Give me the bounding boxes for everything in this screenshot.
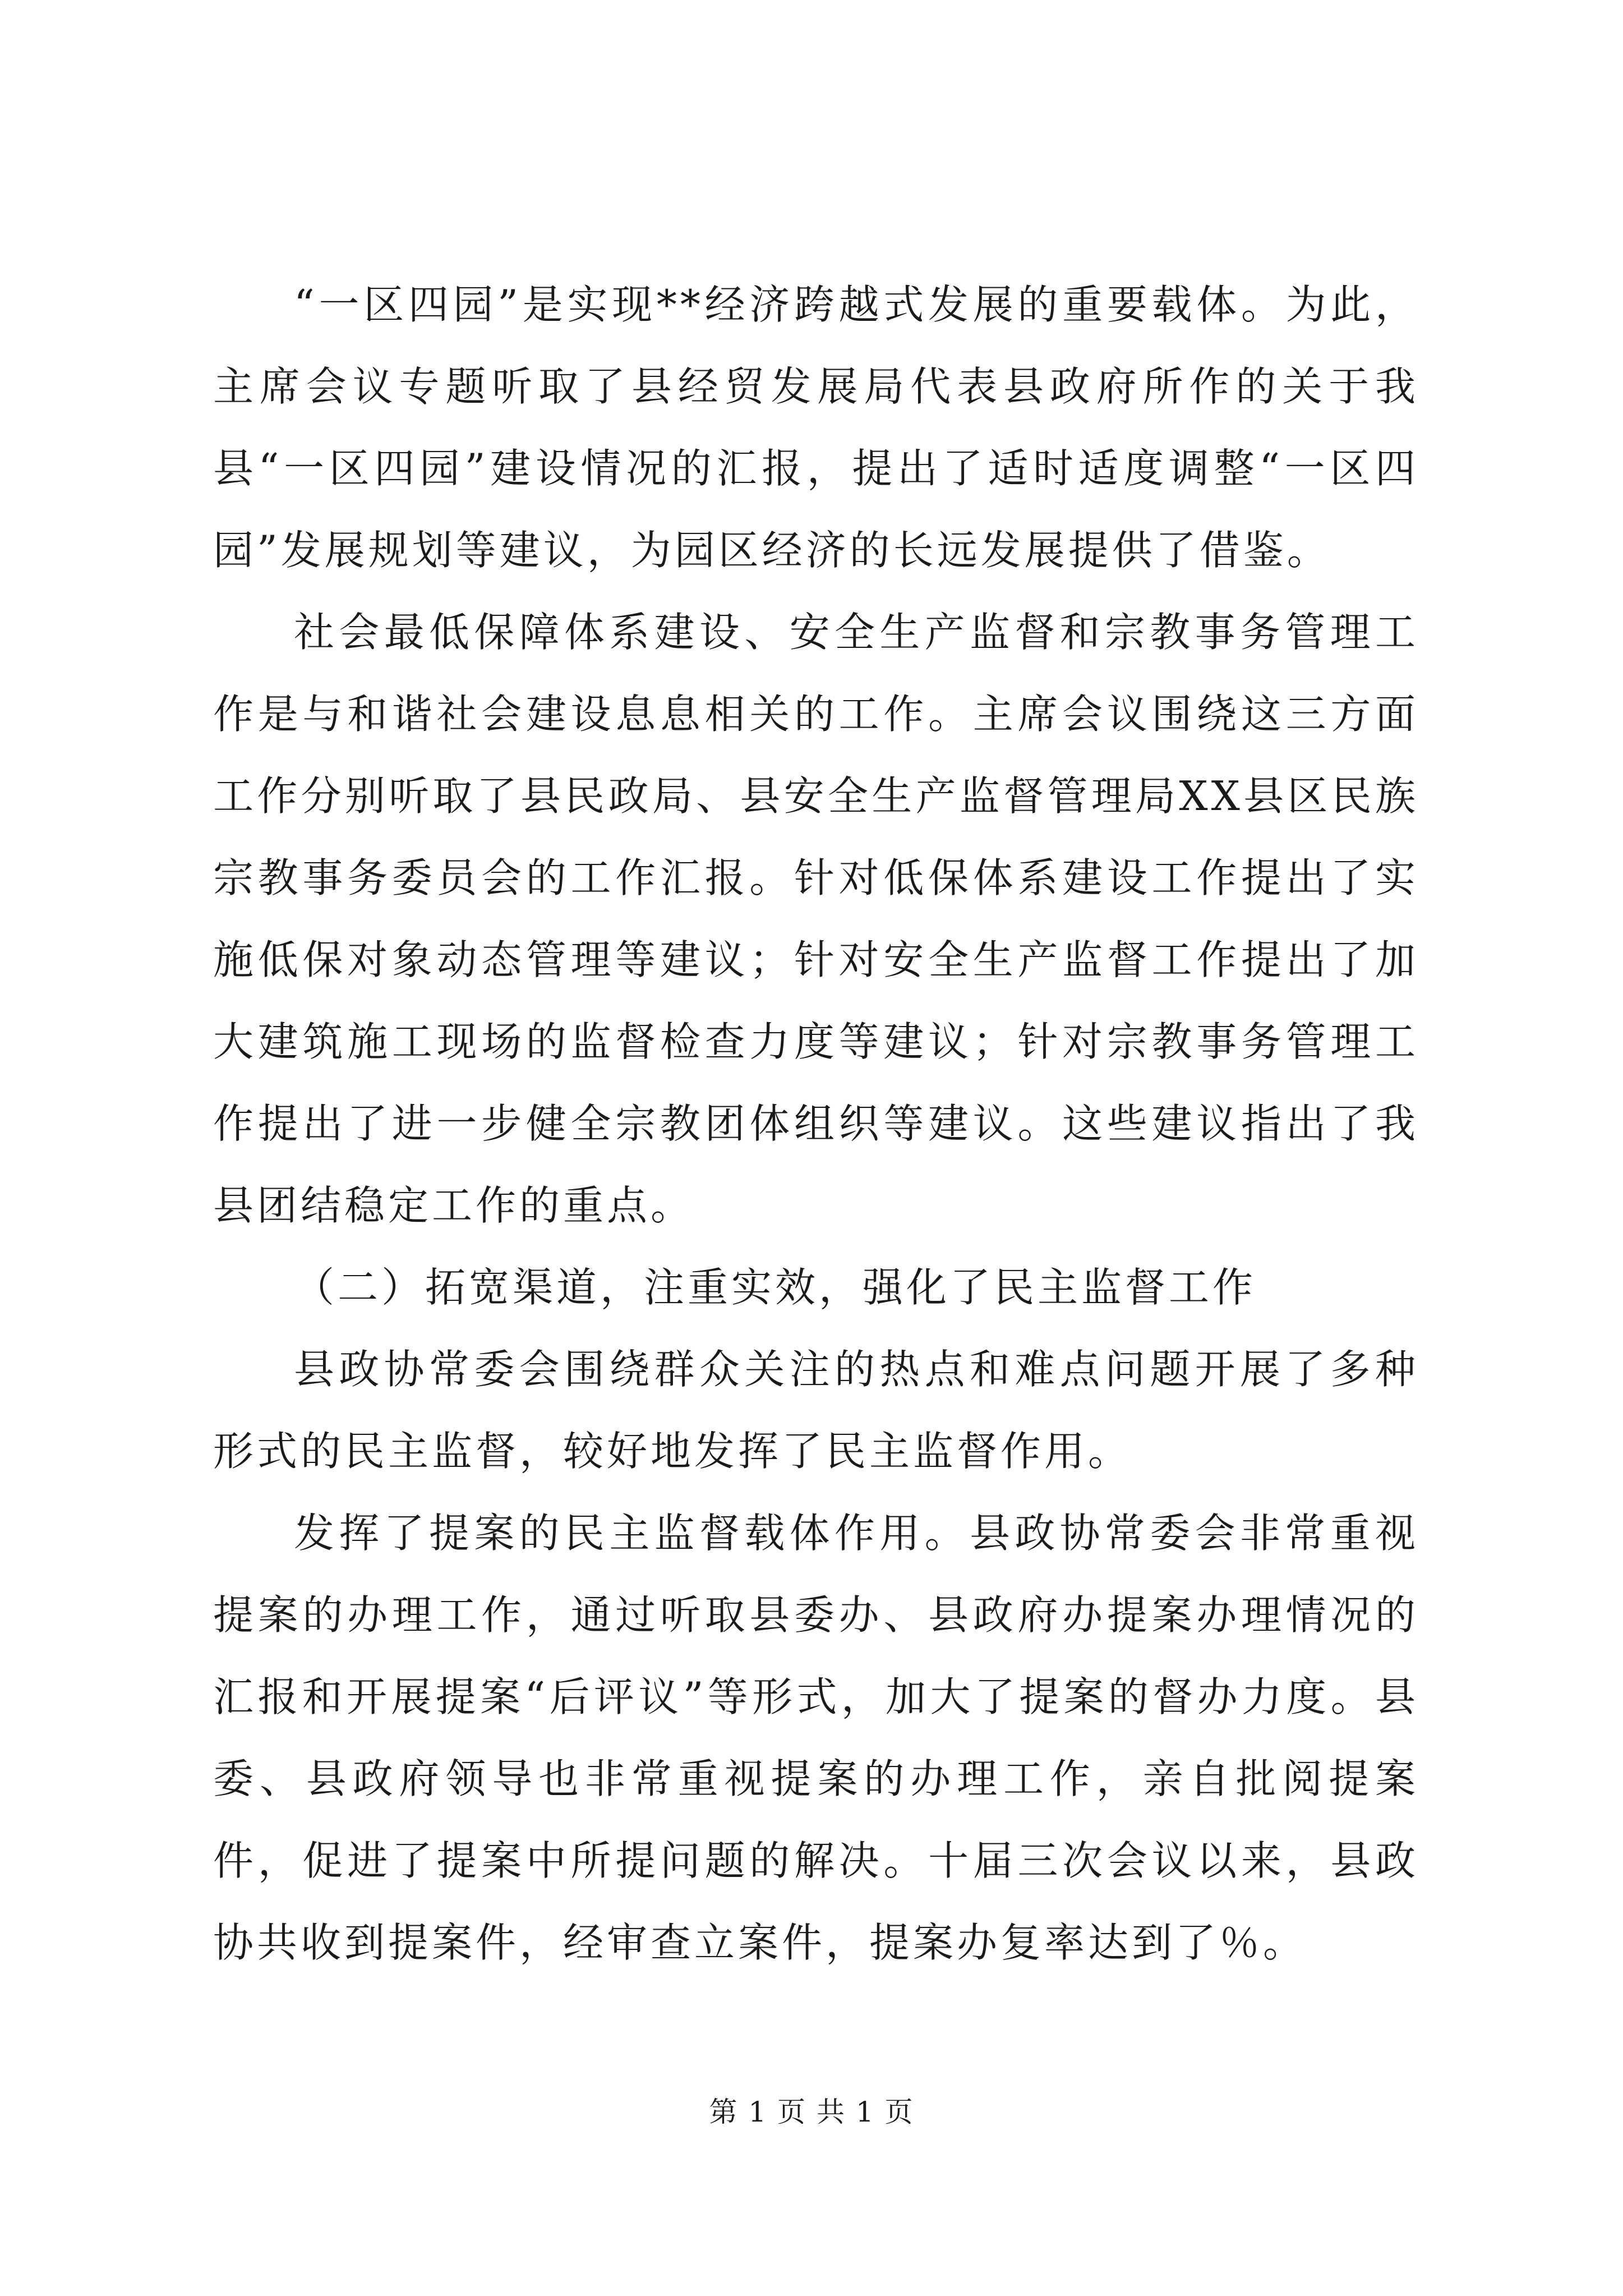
paragraph-supervision-intro: 县政协常委会围绕群众关注的热点和难点问题开展了多种形式的民主监督，较好地发挥了民主监督作用。 xyxy=(213,1346,1419,1475)
page-number-footer: 第 1 页 共 1 页 xyxy=(709,2096,914,2128)
paragraph-industrial-parks: “一区四园”是实现**经济跨越式发展的重要载体。为此，主席会议专题听取了县经贸发展局代表县政府所作的关于我县“一区四园”建设情况的汇报，提出了适时适度调整“一区四园”发展规划等建议，为园区经济的长远发展提供了借鉴。 xyxy=(213,281,1419,574)
document-body xyxy=(213,264,1419,1984)
paragraph-social-security: 社会最低保障体系建设、安全生产监督和宗教事务管理工作是与和谐社会建设息息相关的工作。主席会议围绕这三方面工作分别听取了县民政局、县安全生产监督管理局XX县区民族宗教事务委员会的工作汇报。针对低保体系建设工作提出了实施低保对象动态管理等建议；针对安全生产监督工作提出了加大建筑施工现场的监督检查力度等建议；针对宗教事务管理工作提出了进一步健全宗教团体组织等建议。这些建议指出了我县团结稳定工作的重点。 xyxy=(213,609,1419,1229)
section-heading-democratic-supervision: （二）拓宽渠道，注重实效，强化了民主监督工作 xyxy=(294,1264,1257,1311)
paragraph-proposals: 发挥了提案的民主监督载体作用。县政协常委会非常重视提案的办理工作，通过听取县委办、县政府办提案办理情况的汇报和开展提案“后评议”等形式，加大了提案的督办力度。县委、县政府领导也非常重视提案的办理工作，亲自批阅提案件，促进了提案中所提问题的解决。十届三次会议以来，县政协共收到提案件，经审查立案件，提案办复率达到了％。 xyxy=(213,1510,1419,1966)
